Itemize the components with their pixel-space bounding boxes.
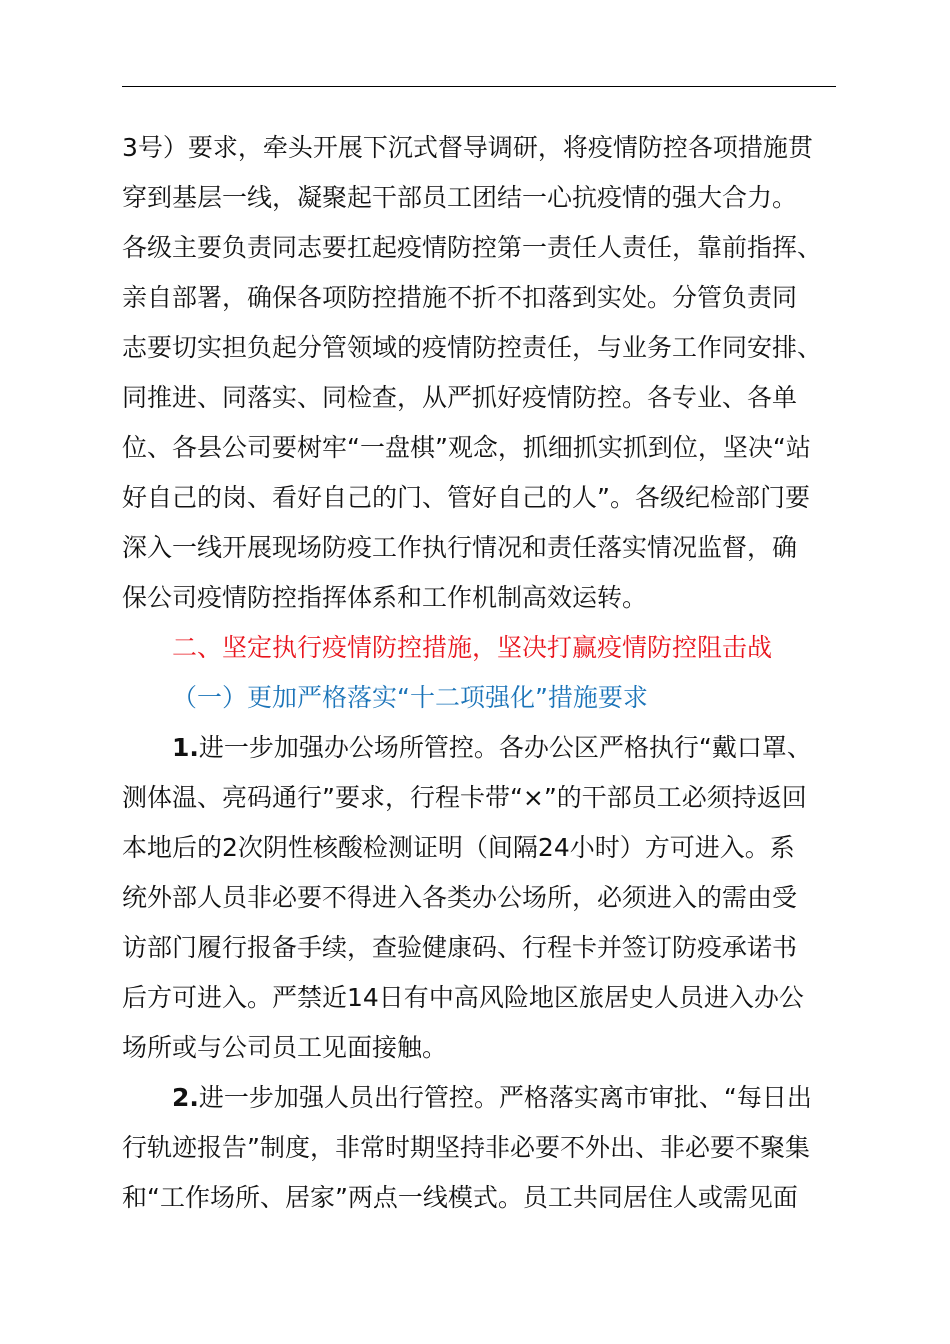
item-1-number: 1. <box>172 733 199 762</box>
header-rule <box>122 86 836 87</box>
body-line: 访部门履行报备手续，查验健康码、行程卡并签订防疫承诺书 <box>122 933 798 962</box>
body-line: 深入一线开展现场防疫工作执行情况和责任落实情况监督，确 <box>122 533 798 562</box>
body-line: 本地后的2次阴性核酸检测证明（间隔24小时）方可进入。系 <box>122 833 795 862</box>
body-line: 穿到基层一线，凝聚起干部员工团结一心抗疫情的强大合力。 <box>122 183 798 212</box>
body-line: 位、各县公司要树牢“一盘棋”观念，抓细抓实抓到位，坚决“站 <box>122 433 811 462</box>
item-2-number: 2. <box>172 1083 199 1112</box>
item-2-title-text: 进一步加强人员出行管控。严格落实离市审批、“每日出 <box>198 1083 812 1112</box>
item-2-first-line <box>172 1082 842 1114</box>
item-1-first-line <box>172 732 842 764</box>
body-line: 各级主要负责同志要扛起疫情防控第一责任人责任，靠前指挥、 <box>122 233 823 262</box>
body-line: 3号）要求，牵头开展下沉式督导调研，将疫情防控各项措施贯 <box>122 133 813 162</box>
body-line: 统外部人员非必要不得进入各类办公场所，必须进入的需由受 <box>122 883 798 912</box>
section-heading-level2: 二、坚定执行疫情防控措施，坚决打赢疫情防控阻击战 <box>172 633 773 662</box>
body-line: 保公司疫情防控指挥体系和工作机制高效运转。 <box>122 583 648 612</box>
body-line: 测体温、亮码通行”要求，行程卡带“×”的干部员工必须持返回 <box>122 783 807 812</box>
body-line: 志要切实担负起分管领域的疫情防控责任，与业务工作同安排、 <box>122 333 823 362</box>
body-line: 和“工作场所、居家”两点一线模式。员工共同居住人或需见面 <box>122 1183 798 1212</box>
body-line: 行轨迹报告”制度，非常时期坚持非必要不外出、非必要不聚集 <box>122 1133 810 1162</box>
body-line: 亲自部署，确保各项防控措施不折不扣落到实处。分管负责同 <box>122 283 798 312</box>
body-line: 同推进、同落实、同检查，从严抓好疫情防控。各专业、各单 <box>122 383 798 412</box>
section-heading-level3: （一）更加严格落实“十二项强化”措施要求 <box>172 683 648 712</box>
body-line: 好自己的岗、看好自己的门、管好自己的人”。各级纪检部门要 <box>122 483 810 512</box>
body-line: 场所或与公司员工见面接触。 <box>122 1033 448 1062</box>
body-line: 后方可进入。严禁近14日有中高风险地区旅居史人员进入办公 <box>122 983 804 1012</box>
item-1-title-text: 进一步加强办公场所管控。各办公区严格执行“戴口罩、 <box>198 733 812 762</box>
